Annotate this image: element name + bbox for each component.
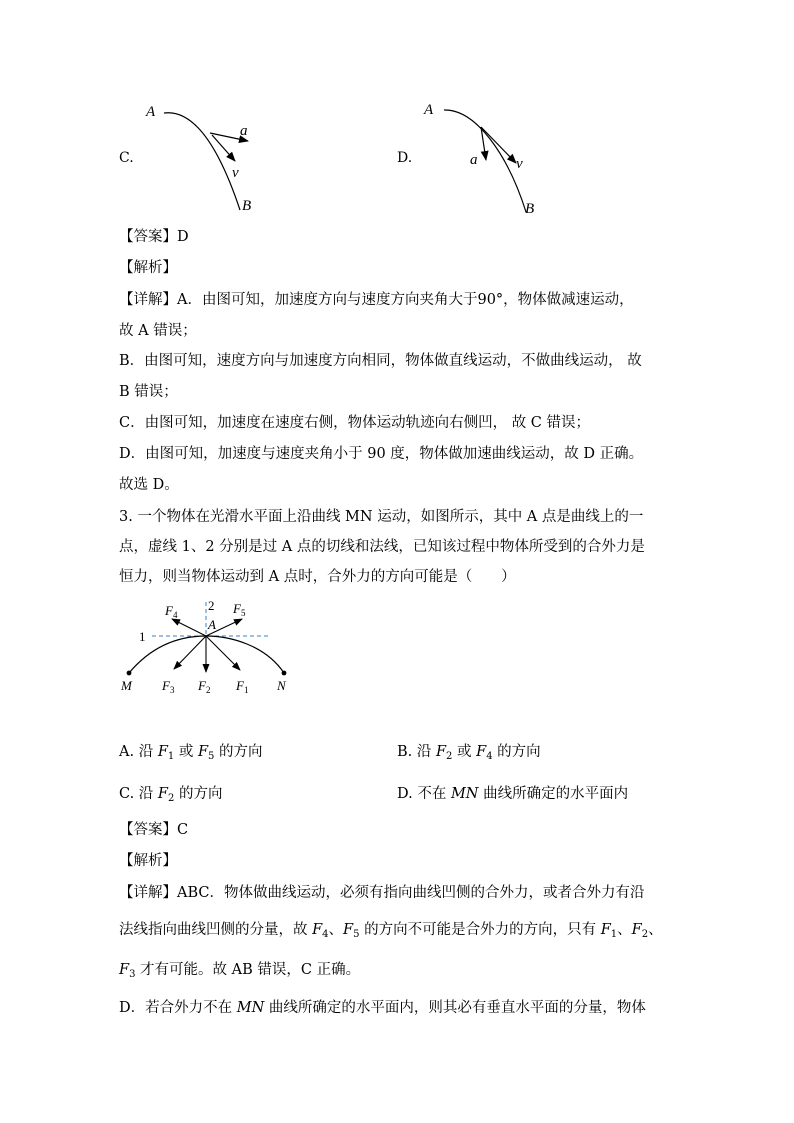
point-m <box>127 671 132 676</box>
option-c-diagram <box>140 95 260 220</box>
q2-detail-line-2: 故 A 错误； <box>119 323 197 339</box>
point-n-label: N <box>277 678 286 693</box>
q2-detail-line-7: 故选 D。 <box>119 477 179 493</box>
f1-label: $F_1$ <box>236 678 249 695</box>
vel-label: v <box>516 156 523 172</box>
option-d-diagram <box>418 95 548 220</box>
option-d-label: D. <box>397 150 413 166</box>
q2-answer: 【答案】D <box>119 229 189 245</box>
q3-answer: 【答案】C <box>119 822 189 838</box>
q3-stem-line-2: 点，虚线 1、2 分别是过 A 点的切线和法线，已知该过程中物体所受到的合外力是 <box>119 539 645 555</box>
acc-label: a <box>470 152 478 168</box>
q3-option-a: A. 沿 $F_1$ 或 $F_5$ 的方向 <box>119 744 263 762</box>
q3-option-c: C. 沿 $F_2$ 的方向 <box>119 786 223 804</box>
point-n <box>282 671 287 676</box>
trajectory-curve <box>164 113 240 210</box>
vel-label: v <box>232 165 239 181</box>
option-c-label: C. <box>119 150 134 166</box>
q3-option-d: D. 不在 MN 曲线所确定的水平面内 <box>397 786 629 802</box>
point-m-label: M <box>121 678 132 693</box>
q3-stem-line-1: 3. 一个物体在光滑水平面上沿曲线 MN 运动，如图所示，其中 A 点是曲线上的一 <box>119 509 644 525</box>
q3-detail-line-1: 【详解】ABC．物体做曲线运动，必须有指向曲线凹侧的合外力，或者合外力有沿 <box>119 885 645 901</box>
q3-detail-line-2: 法线指向曲线凹侧的分量，故 $F_4$、$F_5$ 的方向不可能是合外力的方向，只有 $F_1$、$F_2$、 <box>119 922 663 940</box>
line-2-label: 2 <box>208 598 215 613</box>
point-b-label: B <box>525 201 535 217</box>
line-1-label: 1 <box>139 629 146 644</box>
q2-detail-line-4: B 错误； <box>119 384 178 400</box>
acc-label: a <box>240 123 248 139</box>
q3-analysis-heading: 【解析】 <box>119 853 177 869</box>
f4-arrow <box>172 619 206 636</box>
q3-detail-line-4: D．若合外力不在 MN 曲线所确定的水平面内，则其必有垂直水平面的分量，物体 <box>119 1000 646 1016</box>
f3-arrow <box>174 636 206 669</box>
q2-detail-line-5: C．由图可知，加速度在速度右侧，物体运动轨迹向右侧凹， 故 C 错误； <box>119 415 591 431</box>
f5-label: $F_5$ <box>233 601 246 618</box>
point-a-label: A <box>208 617 216 632</box>
q3-detail-line-3: $F_3$ 才有可能。故 AB 错误，C 正确。 <box>119 962 361 980</box>
q2-detail-line-3: B．由图可知，速度方向与加速度方向相同，物体做直线运动，不做曲线运动， 故 <box>119 353 642 369</box>
q3-option-b: B. 沿 $F_2$ 或 $F_4$ 的方向 <box>397 744 541 762</box>
point-a-label: A <box>146 104 156 120</box>
q3-stem-line-3: 恒力，则当物体运动到 A 点时，合外力的方向可能是（ ） <box>119 569 516 585</box>
velocity-arrow <box>212 135 235 161</box>
force-diagram <box>110 597 290 697</box>
f2-label: $F_2$ <box>198 678 211 695</box>
f1-arrow <box>206 636 240 670</box>
velocity-arrow <box>481 127 516 163</box>
point-a-label: A <box>424 102 434 118</box>
point-b-label: B <box>242 198 252 214</box>
q2-detail-line-1: 【详解】A．由图可知，加速度方向与速度方向夹角大于90°，物体做减速运动， <box>119 292 634 308</box>
q2-analysis-heading: 【解析】 <box>119 260 177 276</box>
f3-label: $F_3$ <box>162 678 175 695</box>
f4-label: $F_4$ <box>165 603 178 620</box>
q2-detail-line-6: D．由图可知，加速度与速度夹角小于 90 度，物体做加速曲线运动，故 D 正确。 <box>119 446 644 462</box>
